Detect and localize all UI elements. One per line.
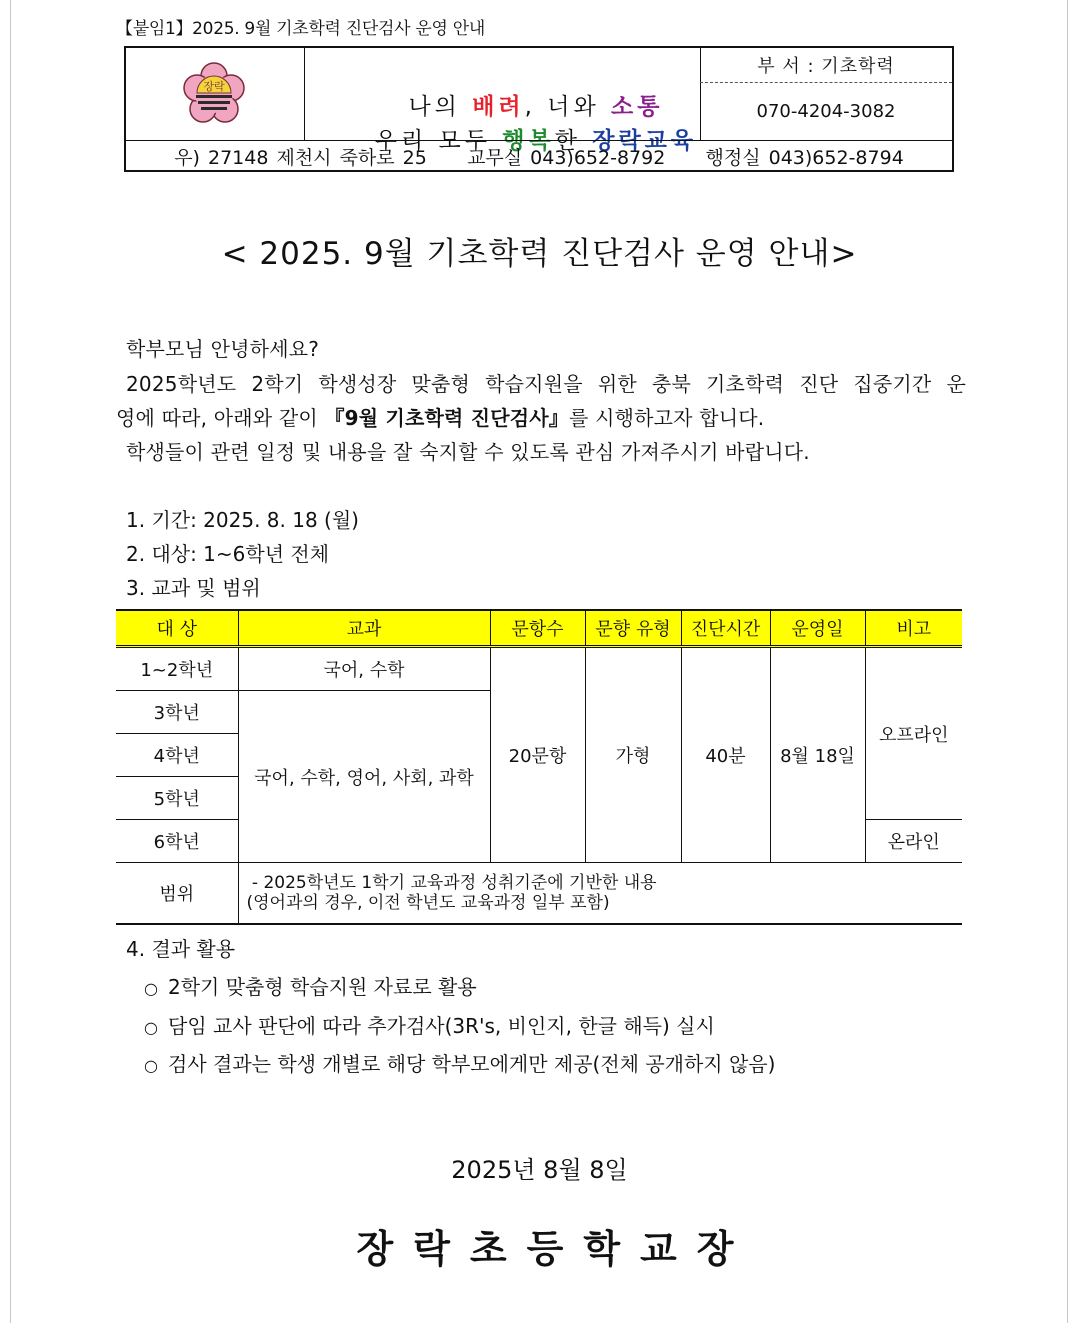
department-name: 부 서 : 기초학력 bbox=[700, 48, 952, 83]
use-item bbox=[144, 1010, 715, 1039]
use-text: 2학기 맞춤형 학습지원 자료로 활용 bbox=[168, 975, 477, 999]
slogan-word: , 너와 bbox=[524, 94, 611, 120]
logo-cell bbox=[126, 48, 305, 140]
intro-word: 운 bbox=[946, 372, 966, 396]
item-result: 4. 결과 활용 bbox=[126, 937, 236, 961]
bullet-icon: ○ bbox=[144, 1056, 158, 1075]
grade-cell: 6학년 bbox=[116, 820, 238, 863]
table-row-range bbox=[116, 863, 962, 925]
note-online-cell: 온라인 bbox=[865, 820, 962, 863]
grade-cell: 4학년 bbox=[116, 734, 238, 777]
range-line-1: - 2025학년도 1학기 교육과정 성취기준에 기반한 내용 bbox=[246, 873, 657, 893]
item-target: 2. 대상: 1~6학년 전체 bbox=[126, 542, 330, 566]
page-left-edge bbox=[10, 0, 11, 1323]
intro-line-3: 학생들이 관련 일정 및 내용을 잘 숙지할 수 있도록 관심 가져주시기 바랍니다. bbox=[126, 440, 810, 464]
use-item bbox=[144, 971, 477, 1000]
intro-text: 영에 따라, 아래와 같이 bbox=[116, 406, 325, 430]
grade-cell: 3학년 bbox=[116, 691, 238, 734]
use-text: 검사 결과는 학생 개별로 해당 학부모에게만 제공(전체 공개하지 않음) bbox=[168, 1052, 776, 1076]
page-right-edge bbox=[1067, 0, 1068, 1323]
subject-cell: 국어, 수학 bbox=[238, 647, 490, 691]
type-cell: 가형 bbox=[585, 647, 681, 863]
intro-word: 충북 bbox=[651, 372, 691, 396]
school-slogan bbox=[304, 48, 701, 154]
intro-word: 학습지원을 bbox=[485, 372, 583, 396]
subject-cell: 국어, 수학, 영어, 사회, 과학 bbox=[238, 691, 490, 863]
address: 우) 27148 제천시 죽하로 25 bbox=[174, 146, 427, 169]
principal-signature: 장락초등학교장 bbox=[356, 1227, 754, 1271]
address-line bbox=[126, 140, 952, 171]
header-cell: 운영일 bbox=[770, 610, 865, 647]
academic-office-phone: 교무실 043)652-8792 bbox=[467, 146, 666, 169]
bullet-icon: ○ bbox=[144, 979, 158, 998]
header-cell: 교과 bbox=[238, 610, 490, 647]
questions-cell: 20문항 bbox=[490, 647, 585, 863]
intro-text: 를 시행하고자 합니다. bbox=[569, 406, 765, 430]
header-cell: 문항수 bbox=[490, 610, 585, 647]
intro-word: 학생성장 bbox=[318, 372, 397, 396]
slogan-word: 한 bbox=[554, 128, 593, 154]
school-header-box bbox=[124, 46, 954, 172]
school-emblem-icon bbox=[126, 48, 304, 140]
use-item bbox=[144, 1048, 775, 1077]
slogan-word: 우리 모두 bbox=[374, 128, 503, 154]
range-label-cell: 범위 bbox=[116, 863, 238, 925]
slogan-word-communication: 소통 bbox=[611, 94, 664, 120]
header-cell: 문향 유형 bbox=[585, 610, 681, 647]
intro-word: 2025학년도 bbox=[126, 372, 237, 396]
slogan-word: 나의 bbox=[408, 94, 473, 120]
intro-word: 기초학력 bbox=[706, 372, 785, 396]
day-cell: 8월 18일 bbox=[770, 647, 865, 863]
intro-word: 진단 bbox=[799, 372, 839, 396]
item-period: 1. 기간: 2025. 8. 18 (월) bbox=[126, 508, 359, 532]
schedule-table bbox=[116, 609, 962, 925]
bullet-icon: ○ bbox=[144, 1018, 158, 1037]
intro-word: 위한 bbox=[597, 372, 637, 396]
range-line-2: (영어과의 경우, 이전 학년도 교육과정 일부 포함) bbox=[246, 893, 610, 913]
grade-cell: 5학년 bbox=[116, 777, 238, 820]
department-cell bbox=[700, 48, 952, 140]
intro-line-2 bbox=[116, 402, 764, 431]
table-header-row bbox=[116, 610, 962, 647]
department-phone: 070-4204-3082 bbox=[756, 100, 896, 122]
use-text: 담임 교사 판단에 따라 추가검사(3R's, 비인지, 한글 해득) 실시 bbox=[168, 1014, 715, 1038]
document-date: 2025년 8월 8일 bbox=[451, 1156, 628, 1184]
intro-emphasis: 『9월 기초학력 진단검사』 bbox=[324, 406, 569, 430]
slogan-word-happiness: 행복 bbox=[502, 128, 555, 154]
attachment-label: 【붙임1】2025. 9월 기초학력 진단검사 운영 안내 bbox=[116, 19, 485, 39]
header-cell: 비고 bbox=[865, 610, 962, 647]
range-content-cell bbox=[238, 863, 962, 925]
table-row bbox=[116, 647, 962, 691]
item-subject: 3. 교과 및 범위 bbox=[126, 576, 261, 600]
intro-word: 집중기간 bbox=[853, 372, 932, 396]
intro-word: 맞춤형 bbox=[411, 372, 471, 396]
intro-line-1 bbox=[126, 368, 966, 397]
header-cell: 진단시간 bbox=[681, 610, 770, 647]
note-offline-cell: 오프라인 bbox=[865, 647, 962, 820]
grade-cell: 1~2학년 bbox=[116, 647, 238, 691]
emblem-lettering: 장락 bbox=[203, 80, 225, 93]
document-title: < 2025. 9월 기초학력 진단검사 운영 안내> bbox=[221, 236, 858, 272]
slogan-word-school: 장락교육 bbox=[592, 128, 698, 154]
time-cell: 40분 bbox=[681, 647, 770, 863]
admin-office-phone: 행정실 043)652-8794 bbox=[705, 146, 904, 169]
intro-word: 2학기 bbox=[251, 372, 304, 396]
header-cell: 대 상 bbox=[116, 610, 238, 647]
slogan-word-care: 배려 bbox=[472, 94, 525, 120]
greeting: 학부모님 안녕하세요? bbox=[126, 337, 320, 361]
